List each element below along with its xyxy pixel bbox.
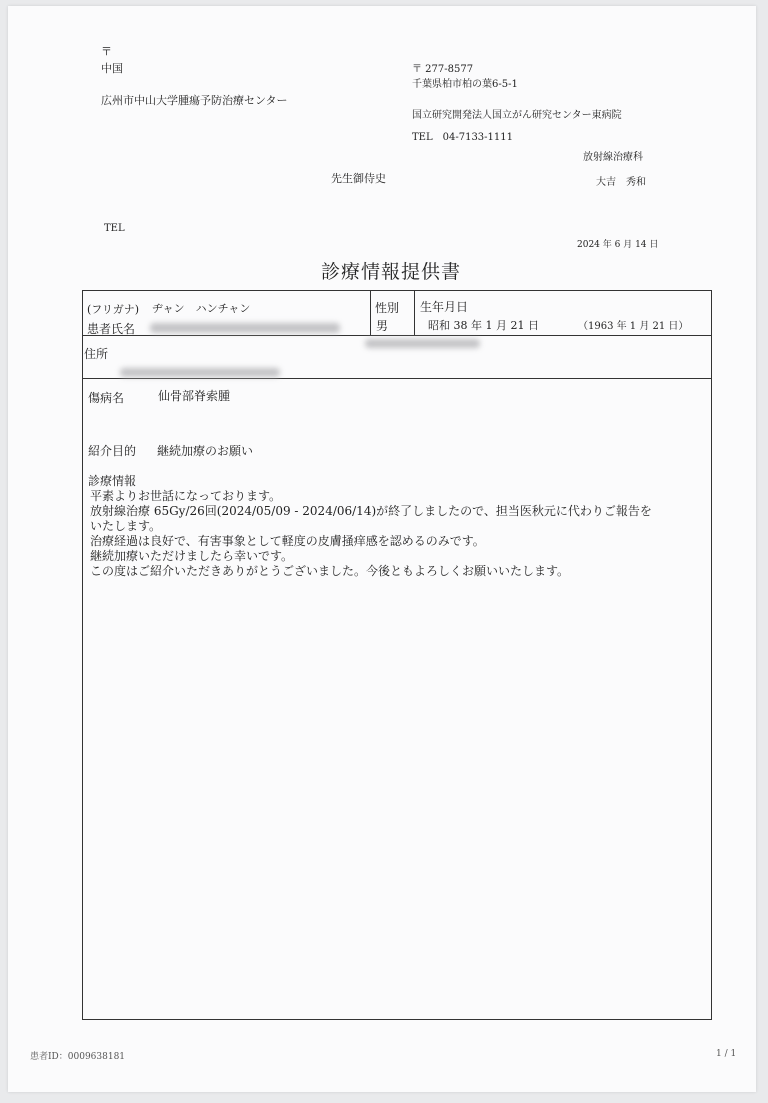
clinical-info-line: 平素よりお世話になっております。 bbox=[90, 489, 282, 503]
sex-label: 性別 bbox=[375, 301, 400, 315]
sender-department: 放射線治療科 bbox=[583, 152, 643, 163]
clinical-info-line: 継続加療いただけましたら幸いです。 bbox=[90, 549, 294, 563]
form-col-divider bbox=[370, 290, 371, 335]
patient-name-label: 患者氏名 bbox=[87, 322, 136, 336]
address-label: 住所 bbox=[84, 347, 109, 361]
diagnosis-value: 仙骨部脊索腫 bbox=[158, 389, 231, 403]
clinical-info-line: この度はご紹介いただきありがとうございました。今後ともよろしくお願いいたします。 bbox=[90, 564, 570, 578]
purpose-label: 紹介目的 bbox=[88, 444, 137, 458]
footer-page-number: 1 / 1 bbox=[716, 1049, 737, 1059]
sender-postal: 〒 277-8577 bbox=[412, 64, 474, 75]
addressee-country: 中国 bbox=[101, 62, 123, 75]
document-date: 2024 年 6 月 14 日 bbox=[577, 240, 659, 250]
redacted-address bbox=[120, 368, 280, 377]
clinical-info-body bbox=[90, 489, 705, 579]
sender-tel: TEL 04-7133-1111 bbox=[412, 132, 513, 143]
patient-furigana: ヂャン ハンチャン bbox=[152, 302, 251, 315]
clinical-info-line: いたします。 bbox=[90, 519, 162, 533]
addressee-organization: 広州市中山大学腫瘍予防治療センター bbox=[101, 94, 288, 107]
addressee-tel-label: TEL bbox=[104, 223, 125, 234]
document-title: 診療情報提供書 bbox=[321, 261, 462, 283]
sender-hospital: 国立研究開発法人国立がん研究センター東病院 bbox=[412, 110, 622, 121]
purpose-value: 継続加療のお願い bbox=[157, 444, 254, 458]
dob-label: 生年月日 bbox=[420, 300, 469, 314]
diagnosis-label: 傷病名 bbox=[88, 391, 125, 405]
clinical-info-label: 診療情報 bbox=[88, 474, 137, 488]
sender-doctor: 大吉 秀和 bbox=[596, 177, 646, 188]
form-row-divider bbox=[82, 335, 712, 336]
redacted-address-top bbox=[365, 339, 480, 348]
patient-sex: 男 bbox=[376, 319, 389, 333]
patient-dob-japanese: 昭和 38 年 1 月 21 日 bbox=[428, 319, 539, 332]
addressee-honorific: 先生御侍史 bbox=[331, 172, 386, 185]
sender-address: 千葉県柏市柏の葉6-5-1 bbox=[412, 79, 518, 90]
furigana-label: (フリガナ) bbox=[87, 303, 140, 316]
form-row-divider bbox=[82, 378, 712, 379]
footer-patient-id: 患者ID：0009638181 bbox=[30, 1052, 126, 1062]
patient-dob-western: （1963 年 1 月 21 日） bbox=[578, 321, 689, 332]
addressee-postal-mark: 〒 bbox=[101, 45, 112, 58]
form-col-divider bbox=[414, 290, 415, 335]
clinical-info-line: 放射線治療 65Gy/26回(2024/05/09 - 2024/06/14)が終了しましたので、担当医秋元に代わりご報告を bbox=[90, 504, 652, 518]
redacted-patient-name bbox=[150, 323, 340, 333]
clinical-info-line: 治療経過は良好で、有害事象として軽度の皮膚掻痒感を認めるのみです。 bbox=[90, 534, 485, 548]
